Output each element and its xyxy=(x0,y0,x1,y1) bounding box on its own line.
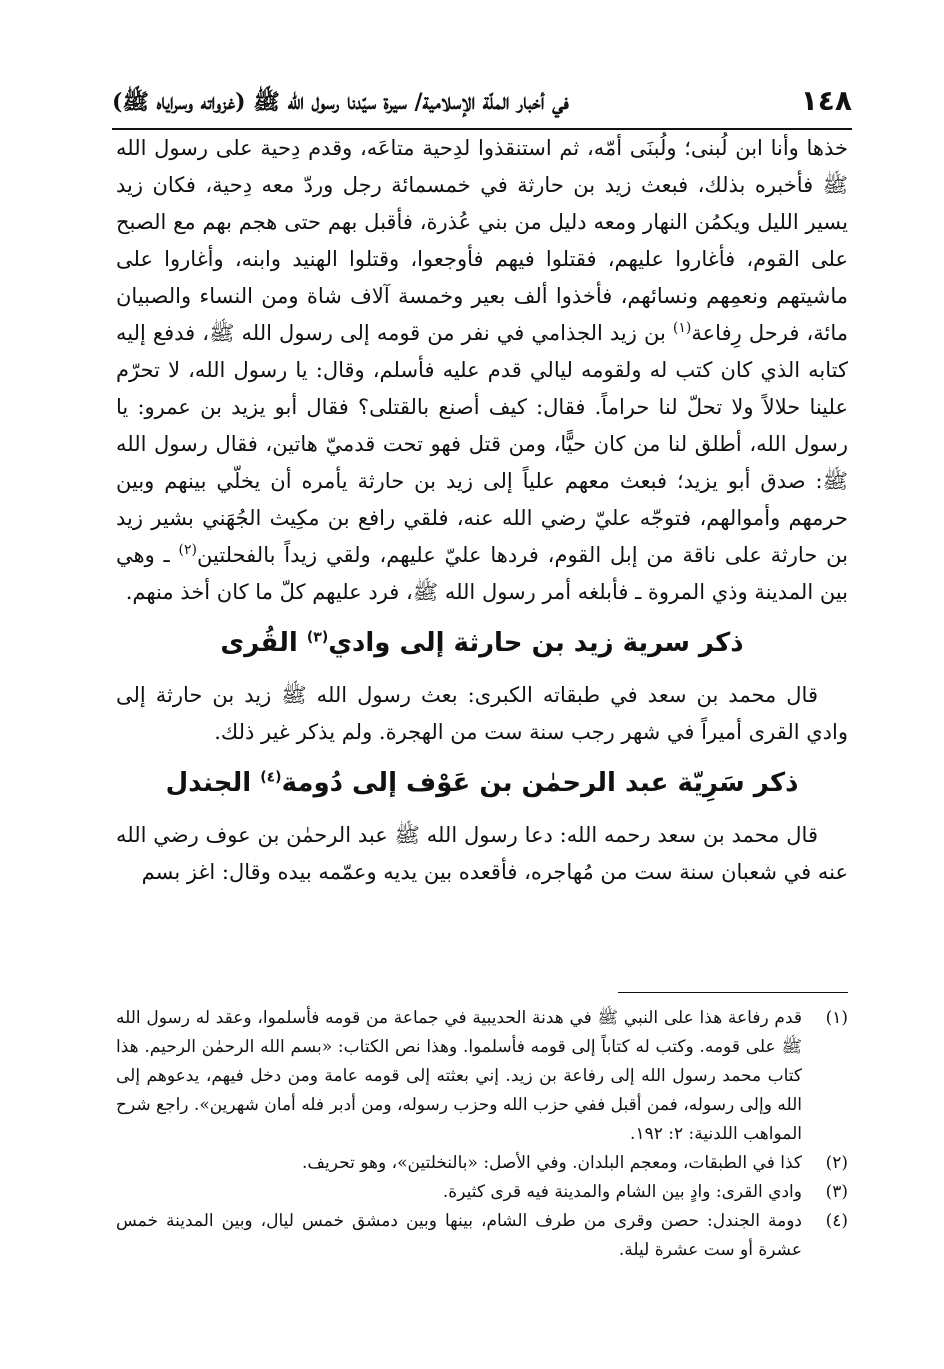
footnotes xyxy=(116,1004,848,1265)
section-heading xyxy=(116,623,848,663)
section-heading xyxy=(116,763,848,803)
footnote-rule xyxy=(618,992,848,993)
body-paragraph: قال محمد بن سعد رحمه الله: دعا رسول الله ﷺ عبد الرحمٰن بن عوف رضي الله عنه في شعبان سنة ست من مُهاجره، فأقعده بين يديه وعمّمه بيده وقال: اغز بسم xyxy=(116,823,848,884)
heading-text: الجندل xyxy=(165,768,261,798)
footnote xyxy=(116,1207,848,1265)
page-number: ١٤٨ xyxy=(800,84,852,117)
footnote xyxy=(116,1004,848,1149)
footnote-reference: (١) xyxy=(672,320,692,336)
footnote-reference: (٤) xyxy=(260,769,282,786)
footnote-text: قدم رفاعة هذا على النبي ﷺ في هدنة الحديبية في جماعة من قومه فأسلموا، وعقد له رسول الله ﷺ على قومه. وكتب له كتاباً إلى قومه فأسلموا. وهذا نص الكتاب: «بسم الله الرحمٰن الرحيم. هذا كتاب محمد رسول الله إلى رفاعة بن زيد. إني بعثته إلى قومه عامة ومن دخل فيهم، يدعوهم إلى الله وإلى رسوله، فمن أقبل ففي حزب الله وحزب رسوله، ومن أدبر فله أمان شهرين». راجع شرح المواهب اللدنية: ٢: ١٩٢. xyxy=(116,1008,802,1144)
footnote-number: (١) xyxy=(825,1008,848,1028)
page-header xyxy=(112,84,852,124)
running-title: في أخبار الملّة الإسلامية/ سيرة سيّدنا رسول الله ﷺ (غزواته وسراياه ﷺ) xyxy=(112,89,569,115)
footnote-number: (٤) xyxy=(825,1211,848,1231)
footnote-reference: (٢) xyxy=(178,542,198,558)
body-paragraph: قال محمد بن سعد في طبقاته الكبرى: بعث رسول الله ﷺ زيد بن حارثة إلى وادي القرى أميراً في شهر رجب سنة ست من الهجرة. ولم يذكر غير ذلك. xyxy=(116,683,848,744)
paragraph-text: خذها وأنا ابن لُبنى؛ ولُبنَى أمّه، ثم استنقذوا لدِحية متاعَه، وقدم دِحية على رسول الله ﷺ فأخبره بذلك، فبعث زيد بن حارثة في خمسمائة رجل وردّ معه دِحية، فكان زيد يسير الليل ويكمُن النهار ومعه دليل من بني عُذرة، فأقبل بهم حتى هجم بهم مع الصبح على القوم، فأغاروا عليهم، فقتلوا فيهم فأوجعوا، وقتلوا الهنيد وابنه، وأغاروا على ماشيتهم ونعمِهم ونسائهم، فأخذوا ألف بعير وخمسة آلاف شاة ومن النساء والصبيان مائة، فرحل رِفاعة xyxy=(116,136,848,345)
footnote-number: (٣) xyxy=(825,1182,848,1202)
footnote xyxy=(116,1149,848,1178)
body-paragraph xyxy=(116,130,848,611)
main-text xyxy=(116,130,848,891)
heading-text: ذكر سَرِيّة عبد الرحمٰن بن عَوْف إلى دُومة xyxy=(281,768,799,798)
paragraph-text: بن زيد الجذامي في نفر من قومه إلى رسول الله ﷺ، فدفع إليه كتابه الذي كان كتب له ولقومه ليالي قدم عليه فأسلم، وقال: يا رسول الله، لا تحرّم علينا حلالاً ولا تحلّ لنا حراماً. فقال: كيف أصنع بالقتلى؟ فقال أبو يزيد بن عمرو: يا رسول الله، أطلق لنا من كان حيًّا، ومن قتل فهو تحت قدميّ هاتين، فقال رسول الله ﷺ: صدق أبو يزيد؛ فبعث معهم علياً إلى زيد بن حارثة يأمره أن يخلّي بينهم وبين حرمهم وأموالهم، فتوجّه عليّ رضي الله عنه، فلقي رافع بن مكِيث الجُهَني بشير زيد بن حارثة على ناقة من إبل القوم، فردها عليّ عليهم، ولقي زيداً بالفحلتين xyxy=(116,321,848,567)
footnote xyxy=(116,1178,848,1207)
footnote-reference: (٣) xyxy=(306,629,329,646)
heading-text: ذكر سرية زيد بن حارثة إلى وادي xyxy=(328,628,744,658)
heading-text: القُرى xyxy=(220,628,307,658)
footnote-number: (٢) xyxy=(825,1153,848,1173)
footnote-text: دومة الجندل: حصن وقرى من طرف الشام، بينها وبين دمشق خمس ليال، وبين المدينة خمس عشرة أو ست عشرة ليلة. xyxy=(116,1211,802,1260)
footnote-text: وادي القرى: وادٍ بين الشام والمدينة فيه قرى كثيرة. xyxy=(442,1182,802,1202)
footnote-text: كذا في الطبقات، ومعجم البلدان. وفي الأصل: «بالنخلتين»، وهو تحريف. xyxy=(302,1153,802,1173)
paragraph-text: ـ وهي بين المدينة وذي المروة ـ فأبلغه أمر رسول الله ﷺ، فرد عليهم كلّ ما كان أخذ منهم. xyxy=(116,543,848,604)
